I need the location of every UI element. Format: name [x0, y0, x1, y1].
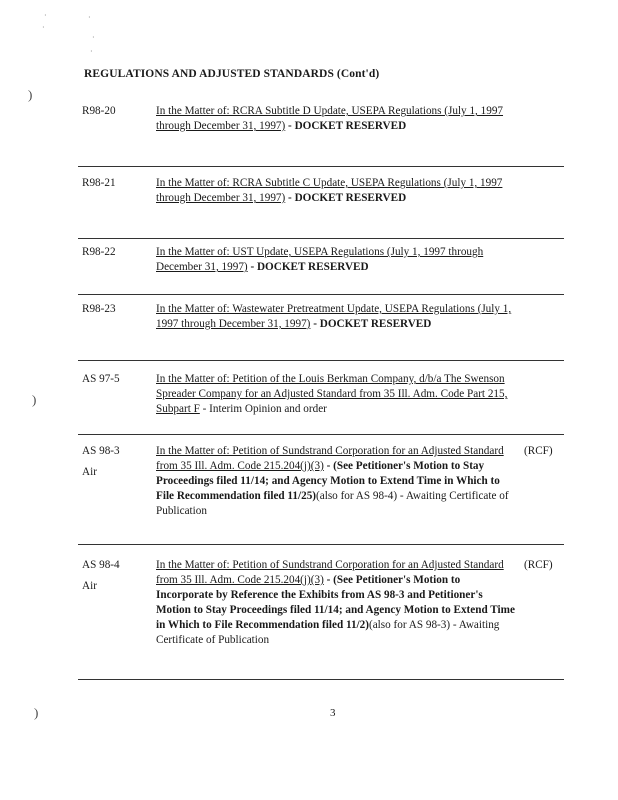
scan-speck: ·: [44, 11, 47, 20]
docket-number: AS 98-3: [82, 445, 120, 457]
docket-category: Air: [82, 466, 97, 478]
entry-note: - Interim Opinion and order: [199, 403, 327, 415]
matter-title: In the Matter of: UST Update, USEPA Regulations (July 1, 1997 through December 31, 1997): [156, 246, 484, 273]
entry-divider: [78, 166, 564, 167]
docket-number: AS 98-4: [82, 559, 120, 571]
entry-motions: - (See Petitioner's Motion to Incorporate by Reference the Exhibits from AS 98-3 and Petitioner's Motion to Stay Proceedings filed 11/14; and Agency Motion to Extend Time in Which to File Recommendation filed 11/2): [156, 574, 515, 631]
entry-divider: [78, 434, 564, 435]
entry-description: [156, 302, 516, 332]
matter-title: In the Matter of: RCRA Subtitle C Update, USEPA Regulations (July 1, 1997 through December 31, 1997): [156, 177, 503, 204]
entry-description: [156, 176, 516, 206]
entry-description: [156, 372, 528, 417]
scan-speck: ·: [92, 33, 95, 42]
punch-hole-mark: ): [32, 392, 37, 407]
docket-category: Air: [82, 580, 97, 592]
entry-divider: [78, 238, 564, 239]
docket-status: - DOCKET RESERVED: [310, 318, 432, 330]
scan-speck: ·: [88, 13, 91, 22]
scan-speck: ·: [42, 23, 45, 32]
entry-description: [156, 245, 516, 275]
entry-description: [156, 104, 516, 134]
docket-number: R98-22: [82, 246, 116, 258]
scan-speck: ·: [90, 47, 93, 56]
docket-number: R98-20: [82, 105, 116, 117]
matter-title: In the Matter of: Wastewater Pretreatment Update, USEPA Regulations (July 1, 1997 through December 31, 1997): [156, 303, 512, 330]
page-number: 3: [330, 707, 336, 719]
docket-number-block: [82, 558, 152, 594]
entry-note: (also for AS 98-4) - Awaiting Certificate of Publication: [156, 490, 509, 517]
docket-number: R98-21: [82, 177, 116, 189]
punch-hole-mark: ): [28, 87, 33, 102]
docket-status: - DOCKET RESERVED: [247, 261, 369, 273]
matter-title: In the Matter of: Petition of Sundstrand Corporation for an Adjusted Standard from 35 Ill. Adm. Code 215.204(j)(3): [156, 445, 504, 472]
section-heading: REGULATIONS AND ADJUSTED STANDARDS (Cont'd): [84, 68, 380, 80]
entry-description: [156, 558, 516, 648]
matter-title: In the Matter of: Petition of Sundstrand Corporation for an Adjusted Standard from 35 Ill. Adm. Code 215.204(j)(3): [156, 559, 504, 586]
matter-title: In the Matter of: RCRA Subtitle D Update, USEPA Regulations (July 1, 1997 through December 31, 1997): [156, 105, 504, 132]
docket-status: - DOCKET RESERVED: [285, 192, 407, 204]
entry-description: [156, 444, 516, 519]
docket-status: - DOCKET RESERVED: [285, 120, 407, 132]
punch-hole-mark: ): [34, 705, 39, 720]
matter-title: In the Matter of: Petition of the Louis Berkman Company, d/b/a The Swenson Spreader Company for an Adjusted Standard from 35 Ill. Adm. Code Part 215, Subpart F: [156, 373, 508, 415]
assignee-tag: (RCF): [524, 445, 553, 457]
docket-number: AS 97-5: [82, 373, 120, 385]
entry-divider: [78, 679, 564, 680]
entry-note: (also for AS 98-3) - Awaiting Certificate of Publication: [156, 619, 500, 646]
entry-motions: - (See Petitioner's Motion to Stay Proceedings filed 11/14; and Agency Motion to Extend Time in Which to File Recommendation filed 11/25): [156, 460, 500, 502]
docket-number: R98-23: [82, 303, 116, 315]
docket-number-block: [82, 444, 152, 480]
entry-divider: [78, 294, 564, 295]
entry-divider: [78, 360, 564, 361]
entry-divider: [78, 544, 564, 545]
assignee-tag: (RCF): [524, 559, 553, 571]
